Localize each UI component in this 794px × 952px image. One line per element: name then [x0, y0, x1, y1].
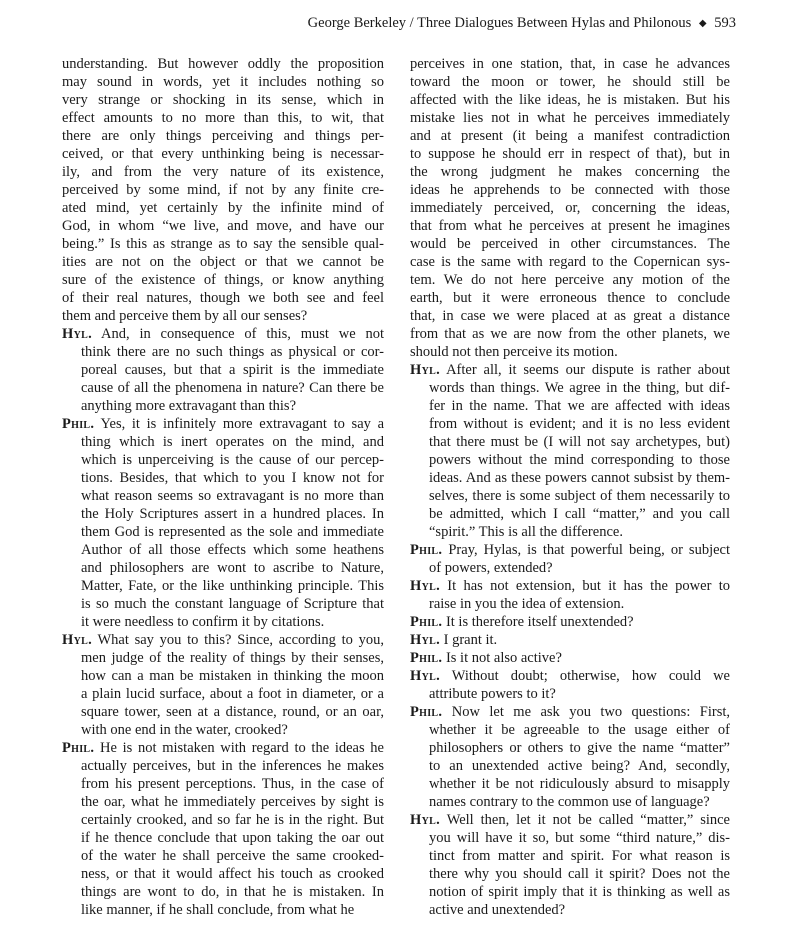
text-line: affected with the like ideas, he is mistaken. But his: [410, 92, 730, 108]
speech-text: Well then, let it not be called “matter,” since: [446, 812, 730, 828]
speaker-label: Hyl.: [410, 812, 440, 828]
dialogue-speech: [62, 739, 384, 919]
text-line: of the water he shall perceive the same crooked-: [81, 848, 384, 864]
speech-text: It has not extension, but it has the power to: [447, 578, 730, 594]
left-text-column: [62, 55, 384, 919]
text-line: [410, 811, 730, 829]
text-line: the oar, what he immediately perceives by sight is: [81, 794, 384, 810]
text-line: sure of the existence of things, or know anything: [62, 272, 384, 288]
speech-text: Is it not also active?: [445, 650, 562, 666]
text-line: selves, there is some subject of them necessarily to: [429, 488, 730, 504]
dialogue-speech: [410, 613, 730, 631]
text-line: actually perceives, but in the inferences he makes: [81, 758, 384, 774]
text-line: may sound in words, yet it includes nothing so: [62, 74, 384, 90]
text-line: from that as we are now from the other planets, we: [410, 326, 730, 342]
speech-text: After all, it seems our dispute is rather about: [446, 362, 730, 378]
text-line: a plain lucid surface, about a foot in diameter, or a: [81, 686, 384, 702]
text-line: [62, 631, 384, 649]
dialogue-speech: [410, 811, 730, 919]
text-line: ily, and from the very nature of its existence,: [62, 164, 384, 180]
text-line: that, in case we were placed at as great a distance: [410, 308, 730, 324]
text-line: mistake lies not in what he perceives immediately: [410, 110, 730, 126]
running-header: [308, 15, 736, 32]
text-line: immediately perceived, or, concerning the ideas,: [410, 200, 730, 216]
text-line: them and perceive them by all our senses?: [62, 308, 308, 324]
page-number: 593: [714, 15, 736, 31]
text-line: it were needless to confirm it by citations.: [81, 614, 325, 630]
text-line: the wrong judgment he makes concerning the: [410, 164, 730, 180]
text-line: that from what he perceives at present he imagines: [410, 218, 730, 234]
text-line: very strange or shocking in its sense, which in: [62, 92, 384, 108]
text-line: [410, 667, 730, 685]
text-line: [62, 739, 384, 757]
text-line: [62, 325, 384, 343]
text-line: [410, 613, 730, 631]
text-line: active and unextended?: [429, 902, 566, 918]
text-line: ideas. And as these powers cannot subsist by them-: [429, 470, 730, 486]
text-line: and philosophers are wont to ascribe to Nature,: [81, 560, 384, 576]
text-line: and at present (it being a manifest contradiction: [410, 128, 730, 144]
dialogue-speech: [410, 577, 730, 613]
dialogue-speech: [410, 649, 730, 667]
speaker-label: Phil.: [410, 650, 443, 666]
speaker-label: Hyl.: [410, 668, 440, 684]
text-line: things are wont to do, in that he is mistaken. In: [81, 884, 384, 900]
text-line: powers without the mind corresponding to those: [429, 452, 730, 468]
speech-text: Without doubt; otherwise, how could we: [451, 668, 730, 684]
text-line: whether it be not ridiculously absurd to misapply: [429, 776, 730, 792]
text-line: ness, or that it would affect his touch as crooked: [81, 866, 384, 882]
speaker-label: Phil.: [410, 542, 443, 558]
text-line: think there are no such things as physical or cor-: [81, 344, 384, 360]
speech-text: Now let me ask you two questions: First,: [451, 704, 730, 720]
text-line: of powers, extended?: [429, 560, 553, 576]
speech-text: What say you to this? Since, according to you,: [97, 632, 384, 648]
dialogue-speech: [410, 541, 730, 577]
text-line: tem. We do not here perceive any motion of the: [410, 272, 730, 288]
text-line: [410, 703, 730, 721]
text-line: to an unextended active being? And, secondly,: [429, 758, 730, 774]
dialogue-speech: [410, 631, 730, 649]
text-line: fer in the name. That we are affected with ideas: [429, 398, 730, 414]
header-work-title: Three Dialogues Between Hylas and Philonous: [417, 15, 692, 31]
speaker-label: Hyl.: [62, 632, 92, 648]
dialogue-speech: [62, 415, 384, 631]
text-line: to suppose he should err in respect of that), but in: [410, 146, 730, 162]
text-line: effect amounts to no more than this, to wit, that: [62, 110, 384, 126]
text-line: is so much the constant language of Scripture that: [81, 596, 384, 612]
text-line: from without is evident; and it is no less evident: [429, 416, 730, 432]
speaker-label: Phil.: [62, 416, 95, 432]
text-line: notion of spirit imply that it is thinking as well as: [429, 884, 730, 900]
text-line: thing which is inert operates on the mind, and: [81, 434, 384, 450]
text-line: if he thence conclude that upon taking the oar out: [81, 830, 384, 846]
speaker-label: Hyl.: [410, 362, 440, 378]
text-line: ceived, or that every unthinking being is necessar-: [62, 146, 384, 162]
text-line: you will have it so, but some “third nature,” dis-: [429, 830, 730, 846]
text-line: Author of all those effects which some heathens: [81, 542, 384, 558]
continued-paragraph: [410, 55, 730, 361]
diamond-ornament-icon: ◆: [698, 18, 707, 29]
text-line: that there must be (I will not say archetypes, but): [429, 434, 730, 450]
speaker-label: Phil.: [62, 740, 95, 756]
text-line: [410, 649, 730, 667]
speaker-label: Phil.: [410, 614, 443, 630]
right-text-column: [410, 55, 730, 919]
text-line: earth, but it were erroneous thence to conclude: [410, 290, 730, 306]
text-line: should not then perceive its motion.: [410, 344, 618, 360]
speaker-label: Phil.: [410, 704, 443, 720]
dialogue-speech: [410, 667, 730, 703]
text-line: understanding. But however oddly the proposition: [62, 56, 384, 72]
text-line: like manner, if he shall conclude, from what he: [81, 902, 355, 918]
text-line: raise in you the idea of extension.: [429, 596, 625, 612]
header-author: George Berkeley: [307, 15, 407, 31]
speaker-label: Hyl.: [410, 632, 440, 648]
text-line: attribute powers to it?: [429, 686, 556, 702]
text-line: poreal causes, but that a spirit is the immediate: [81, 362, 384, 378]
continued-paragraph: [62, 55, 384, 325]
text-line: of their real natures, though we both see and feel: [62, 290, 384, 306]
text-line: being.” Is this as strange as to say the sensible qual-: [62, 236, 384, 252]
text-line: [62, 415, 384, 433]
dialogue-speech: [62, 325, 384, 415]
text-line: perceived by some mind, if not by any finite cre-: [62, 182, 384, 198]
speech-text: I grant it.: [443, 632, 498, 648]
text-line: toward the moon or tower, he should still be: [410, 74, 730, 90]
text-line: anything more extravagant than this?: [81, 398, 297, 414]
text-line: ideas he apprehends to be connected with those: [410, 182, 730, 198]
text-line: square tower, seen at a distance, round, or an oar,: [81, 704, 384, 720]
text-line: [410, 541, 730, 559]
text-line: how can a man be mistaken in thinking the moon: [81, 668, 384, 684]
text-line: what reason seems so extravagant is no more than: [81, 488, 384, 504]
dialogue-speech: [410, 361, 730, 541]
text-line: philosophers or others to give the name “matter”: [429, 740, 730, 756]
text-line: would be perceived in other circumstances. The: [410, 236, 730, 252]
text-line: God, in whom “we live, and move, and have our: [62, 218, 384, 234]
text-line: which is unperceiving is the cause of our percep-: [81, 452, 384, 468]
text-line: with one end in the water, crooked?: [81, 722, 288, 738]
speech-text: Yes, it is infinitely more extravagant to say a: [100, 416, 384, 432]
text-line: [410, 361, 730, 379]
speaker-label: Hyl.: [410, 578, 440, 594]
speech-text: Pray, Hylas, is that powerful being, or subject: [448, 542, 730, 558]
text-line: from his present perceptions. Thus, in the case of: [81, 776, 384, 792]
text-line: ities are not on the object or that we cannot be: [62, 254, 384, 270]
text-line: perceives in one station, that, in case he advances: [410, 56, 730, 72]
text-line: “spirit.” This is all the difference.: [429, 524, 623, 540]
text-line: whether it be agreeable to the usage either of: [429, 722, 730, 738]
speech-text: He is not mistaken with regard to the ideas he: [100, 740, 384, 756]
text-line: there why you should call it spirit? Does not the: [429, 866, 730, 882]
text-line: be admitted, which I call “matter,” and you call: [429, 506, 730, 522]
dialogue-speech: [62, 631, 384, 739]
speaker-label: Hyl.: [62, 326, 92, 342]
text-line: cause of all the phenomena in nature? Can there be: [81, 380, 384, 396]
text-line: them God is represented as the sole and immediate: [81, 524, 384, 540]
text-line: Matter, Fate, or the like unthinking principle. This: [81, 578, 384, 594]
speech-text: It is therefore itself unextended?: [445, 614, 634, 630]
text-line: men judge of the reality of things by their senses,: [81, 650, 384, 666]
text-line: [410, 631, 730, 649]
text-line: case is the same with regard to the Copernican sys-: [410, 254, 730, 270]
header-separator: /: [409, 15, 414, 31]
text-line: tions. Besides, that which to you I know not for: [81, 470, 384, 486]
text-line: [410, 577, 730, 595]
text-line: certainly crooked, and so far he is in the right. But: [81, 812, 384, 828]
text-line: there are only things perceiving and things per-: [62, 128, 384, 144]
text-line: words than things. We agree in the thing, but dif-: [429, 380, 730, 396]
dialogue-speech: [410, 703, 730, 811]
text-line: the Holy Scriptures assert in a hundred places. In: [81, 506, 384, 522]
speech-text: And, in consequence of this, must we not: [101, 326, 384, 342]
text-line: ated mind, yet certainly by the infinite mind of: [62, 200, 384, 216]
text-line: tinct from matter and spirit. For what reason is: [429, 848, 730, 864]
text-line: names contrary to the common use of language?: [429, 794, 710, 810]
